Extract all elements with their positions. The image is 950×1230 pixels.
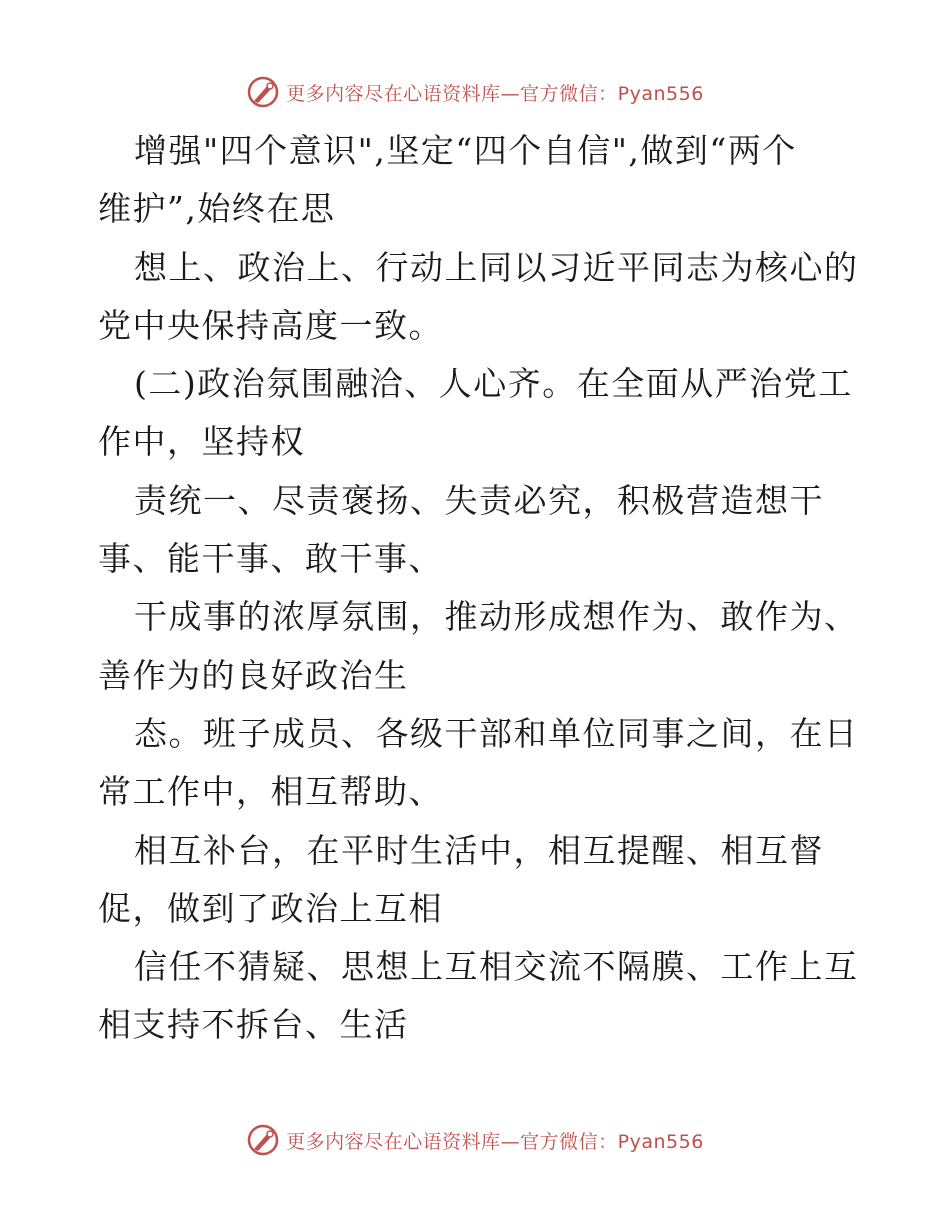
- document-body: [98, 122, 858, 1055]
- footer-watermark: [0, 1120, 950, 1160]
- logo-icon: [246, 1123, 280, 1157]
- text-line: 善作为的良好政治生: [98, 655, 409, 695]
- text-line: 增强"四个意识",坚定“四个自信",做到“两个: [134, 131, 797, 170]
- text-line: 促，做到了政治上互相: [98, 888, 443, 928]
- header-watermark: [0, 72, 950, 112]
- watermark-text: 更多内容尽在心语资料库—官方微信：Pyan556: [286, 1130, 704, 1153]
- text-line: (二)政治氛围融洽、人心齐。在全面从严治党工: [134, 364, 853, 404]
- text-line: 干成事的浓厚氛围，推动形成想作为、敢作为、: [134, 597, 859, 637]
- text-line: 想上、政治上、行动上同以习近平同志为核心的: [134, 247, 859, 287]
- text-line: 相互补台，在平时生活中，相互提醒、相互督: [134, 830, 824, 870]
- text-line: 常工作中，相互帮助、: [98, 772, 443, 812]
- logo-icon: [246, 75, 280, 109]
- text-line: 态。班子成员、各级干部和单位同事之间，在日: [134, 713, 859, 753]
- text-line: 责统一、尽责褒扬、失责必究，积极营造想干: [134, 480, 824, 520]
- text-line: 作中，坚持权: [98, 422, 305, 462]
- text-line: 党中央保持高度一致。: [98, 305, 443, 345]
- text-line: 维护”,始终在思: [98, 189, 336, 229]
- text-line: 信任不猜疑、思想上互相交流不隔膜、工作上互: [134, 947, 859, 987]
- watermark-text: 更多内容尽在心语资料库—官方微信：Pyan556: [286, 82, 704, 105]
- text-line: 事、能干事、敢干事、: [98, 539, 443, 579]
- text-line: 相支持不拆台、生活: [98, 1005, 409, 1045]
